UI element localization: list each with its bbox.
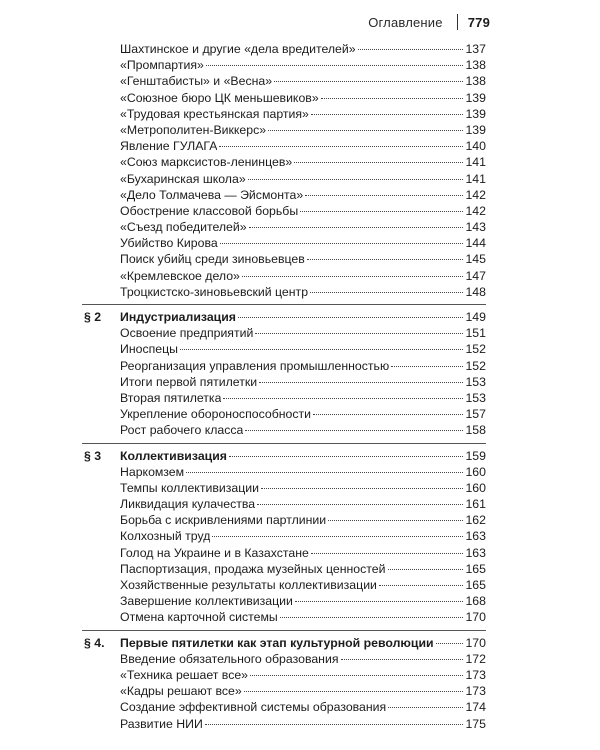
- dot-leader: [311, 552, 464, 554]
- toc-entry[interactable]: [120, 203, 486, 219]
- entry-page-number: 162: [465, 513, 486, 528]
- entry-title: Темпы коллективизации: [120, 480, 259, 495]
- toc-entry[interactable]: [120, 187, 486, 203]
- dot-leader: [244, 690, 464, 692]
- entry-title: «Метрополитен-Виккерс»: [120, 122, 267, 137]
- section-divider: [82, 443, 486, 444]
- entry-page-number: 148: [465, 284, 486, 299]
- toc-entry[interactable]: [120, 219, 486, 235]
- dot-leader: [259, 381, 463, 383]
- dot-leader: [305, 194, 463, 196]
- entry-page-number: 144: [465, 236, 486, 251]
- entry-page-number: 147: [465, 268, 486, 283]
- entry-title: Колхозный труд: [120, 529, 211, 544]
- dot-leader: [310, 291, 463, 293]
- dot-leader: [219, 145, 463, 147]
- entry-title: «Генштабисты» и «Весна»: [120, 74, 273, 89]
- section-number: § 2: [84, 310, 102, 324]
- dot-leader: [300, 210, 463, 212]
- toc-entry[interactable]: [120, 512, 486, 528]
- toc-entry[interactable]: [120, 374, 486, 390]
- entry-title: «Трудовая крестьянская партия»: [120, 106, 309, 121]
- toc-entry[interactable]: [120, 325, 486, 341]
- dot-leader: [274, 80, 463, 82]
- dot-leader: [341, 658, 464, 660]
- dot-leader: [248, 178, 464, 180]
- toc-entry[interactable]: [120, 577, 486, 593]
- entry-title: Отмена карточной системы: [120, 610, 278, 625]
- entry-title: «Кадры решают все»: [120, 684, 242, 699]
- dot-leader: [295, 600, 464, 602]
- entry-page-number: 165: [465, 578, 486, 592]
- entry-title: «Съезд победителей»: [120, 220, 247, 235]
- entry-page-number: 158: [465, 423, 486, 438]
- section-page-number: 159: [465, 448, 486, 463]
- toc-entry[interactable]: [120, 390, 486, 406]
- dot-leader: [223, 397, 463, 399]
- toc-entry[interactable]: [120, 251, 486, 267]
- entry-title: Борьба с искривлениями партлинии: [120, 513, 327, 528]
- dot-leader: [220, 242, 464, 244]
- running-head-divider: [457, 14, 458, 30]
- toc-entry[interactable]: [120, 106, 486, 122]
- toc-section-heading[interactable]: [84, 309, 486, 325]
- entry-title: Развитие НИИ: [120, 716, 203, 731]
- toc-entry[interactable]: [120, 561, 486, 577]
- entry-page-number: 152: [465, 358, 486, 373]
- entry-title: Освоение предприятий: [120, 326, 254, 341]
- toc-entry[interactable]: [120, 90, 486, 106]
- entry-page-number: 137: [465, 42, 486, 56]
- entry-title: Шахтинское и другие «дела вредителей»: [120, 42, 356, 56]
- entry-page-number: 157: [465, 407, 486, 422]
- toc-entry[interactable]: [120, 667, 486, 683]
- entry-title: «Дело Толмачева — Эйсмонта»: [120, 187, 304, 202]
- entry-page-number: 175: [465, 716, 486, 731]
- entry-page-number: 152: [465, 342, 486, 357]
- entry-title: «Союз марксистов-ленинцев»: [120, 155, 293, 170]
- entry-page-number: 160: [465, 464, 486, 479]
- toc-entry[interactable]: [120, 480, 486, 496]
- entry-page-number: 141: [465, 171, 486, 186]
- entry-title: Создание эффективной системы образования: [120, 700, 387, 715]
- toc-section-heading[interactable]: [84, 448, 486, 464]
- entry-title: «Бухаринская школа»: [120, 171, 246, 186]
- dot-leader: [212, 535, 463, 537]
- toc-section-heading[interactable]: [84, 635, 486, 651]
- entry-title: Итоги первой пятилетки: [120, 374, 258, 389]
- section-title: Индустриализация: [120, 310, 236, 324]
- toc-entry[interactable]: [120, 122, 486, 138]
- entry-title: «Промпартия»: [120, 58, 204, 73]
- entry-title: «Техника решает все»: [120, 667, 249, 682]
- dot-leader: [238, 316, 463, 318]
- dot-leader: [257, 503, 463, 505]
- dot-leader: [307, 258, 464, 260]
- entry-page-number: 160: [465, 480, 486, 495]
- toc-entry[interactable]: [120, 716, 486, 732]
- entry-title: Троцкистско-зиновьевский центр: [120, 284, 309, 299]
- toc-entry[interactable]: [120, 235, 486, 251]
- entry-page-number: 139: [465, 90, 486, 105]
- toc-entry[interactable]: [120, 545, 486, 561]
- entry-title: Голод на Украине и в Казахстане: [120, 545, 309, 560]
- running-head: [0, 14, 490, 30]
- toc-entry[interactable]: [120, 683, 486, 699]
- entry-page-number: 143: [465, 220, 486, 235]
- entry-page-number: 163: [465, 529, 486, 544]
- section-divider: [82, 630, 486, 631]
- entry-title: Вторая пятилетка: [120, 390, 222, 405]
- toc-entry[interactable]: [120, 138, 486, 154]
- entry-page-number: 142: [465, 203, 486, 218]
- section-page-number: 149: [465, 310, 486, 324]
- dot-leader: [358, 48, 464, 50]
- dot-leader: [321, 97, 464, 99]
- toc-entry[interactable]: [120, 41, 486, 57]
- dot-leader: [206, 64, 464, 66]
- dot-leader: [180, 348, 463, 350]
- entry-page-number: 153: [465, 374, 486, 389]
- page-number: 779: [467, 14, 490, 30]
- entry-page-number: 153: [465, 390, 486, 405]
- entry-title: Иноспецы: [120, 342, 178, 357]
- toc-entry[interactable]: [120, 699, 486, 715]
- entry-title: Явление ГУЛАГА: [120, 139, 218, 154]
- entry-page-number: 161: [465, 497, 486, 512]
- entry-title: Паспортизация, продажа музейных ценностей: [120, 561, 386, 576]
- entry-page-number: 141: [465, 155, 486, 170]
- entry-title: Поиск убийц среди зиновьевцев: [120, 252, 305, 267]
- entry-title: Завершение коллективизации: [120, 594, 293, 609]
- toc-entry[interactable]: [120, 651, 486, 667]
- toc-entry[interactable]: [120, 358, 486, 374]
- dot-leader: [280, 616, 464, 618]
- entry-title: Реорганизация управления промышленностью: [120, 358, 390, 373]
- toc-entry[interactable]: [120, 57, 486, 73]
- toc-entry[interactable]: [120, 406, 486, 422]
- section-divider: [82, 304, 486, 305]
- entry-page-number: 151: [465, 326, 486, 341]
- dot-leader: [186, 471, 463, 473]
- entry-page-number: 174: [465, 700, 486, 715]
- entry-title: «Кремлевское дело»: [120, 268, 240, 283]
- dot-leader: [388, 706, 463, 708]
- toc-entry[interactable]: [120, 609, 486, 625]
- toc-entry[interactable]: [120, 593, 486, 609]
- entry-title: Хозяйственные результаты коллективизации: [120, 578, 377, 592]
- entry-page-number: 173: [465, 684, 486, 699]
- toc-entry[interactable]: [120, 464, 486, 480]
- dot-leader: [388, 568, 464, 570]
- toc-entry[interactable]: [120, 284, 486, 300]
- entry-page-number: 173: [465, 667, 486, 682]
- entry-page-number: 168: [465, 594, 486, 609]
- entry-title: Убийство Кирова: [120, 236, 218, 251]
- dot-leader: [255, 332, 463, 334]
- entry-page-number: 163: [465, 545, 486, 560]
- toc-entry[interactable]: [120, 73, 486, 89]
- dot-leader: [249, 226, 464, 228]
- dot-leader: [242, 275, 464, 277]
- entry-title: Рост рабочего класса: [120, 423, 244, 438]
- entry-title: Укрепление обороноспособности: [120, 407, 312, 422]
- dot-leader: [391, 365, 463, 367]
- dot-leader: [250, 674, 463, 676]
- toc-entry[interactable]: [120, 154, 486, 170]
- toc-entry[interactable]: [120, 171, 486, 187]
- entry-page-number: 142: [465, 187, 486, 202]
- entry-page-number: 139: [465, 122, 486, 137]
- entry-title: «Союзное бюро ЦК меньшевиков»: [120, 90, 319, 105]
- dot-leader: [245, 429, 463, 431]
- dot-leader: [436, 642, 464, 644]
- entry-page-number: 165: [465, 561, 486, 576]
- toc-entry[interactable]: [120, 496, 486, 512]
- section-title: Коллективизация: [120, 448, 227, 463]
- entry-title: Наркомзем: [120, 464, 185, 479]
- dot-leader: [205, 723, 464, 725]
- entry-page-number: 138: [465, 74, 486, 89]
- dot-leader: [311, 113, 464, 115]
- dot-leader: [328, 519, 463, 521]
- entry-page-number: 138: [465, 58, 486, 73]
- entry-page-number: 172: [465, 651, 486, 666]
- running-head-title: Оглавление: [368, 14, 443, 30]
- section-number: § 4.: [84, 635, 105, 650]
- entry-page-number: 140: [465, 139, 486, 154]
- section-number: § 3: [84, 448, 102, 463]
- entry-title: Ликвидация кулачества: [120, 497, 256, 512]
- toc-entry[interactable]: [120, 528, 486, 544]
- toc-entry[interactable]: [120, 422, 486, 438]
- dot-leader: [261, 487, 463, 489]
- entry-title: Обострение классовой борьбы: [120, 203, 299, 218]
- entry-page-number: 145: [465, 252, 486, 267]
- entry-page-number: 139: [465, 106, 486, 121]
- dot-leader: [294, 161, 463, 163]
- toc-entry[interactable]: [120, 341, 486, 357]
- dot-leader: [229, 455, 464, 457]
- dot-leader: [379, 584, 464, 586]
- entry-page-number: 170: [465, 610, 486, 625]
- table-of-contents: [84, 41, 486, 732]
- toc-entry[interactable]: [120, 268, 486, 284]
- dot-leader: [313, 413, 463, 415]
- section-page-number: 170: [465, 635, 486, 650]
- entry-title: Введение обязательного образования: [120, 651, 339, 666]
- section-title: Первые пятилетки как этап культурной революции: [120, 635, 434, 650]
- dot-leader: [268, 129, 463, 131]
